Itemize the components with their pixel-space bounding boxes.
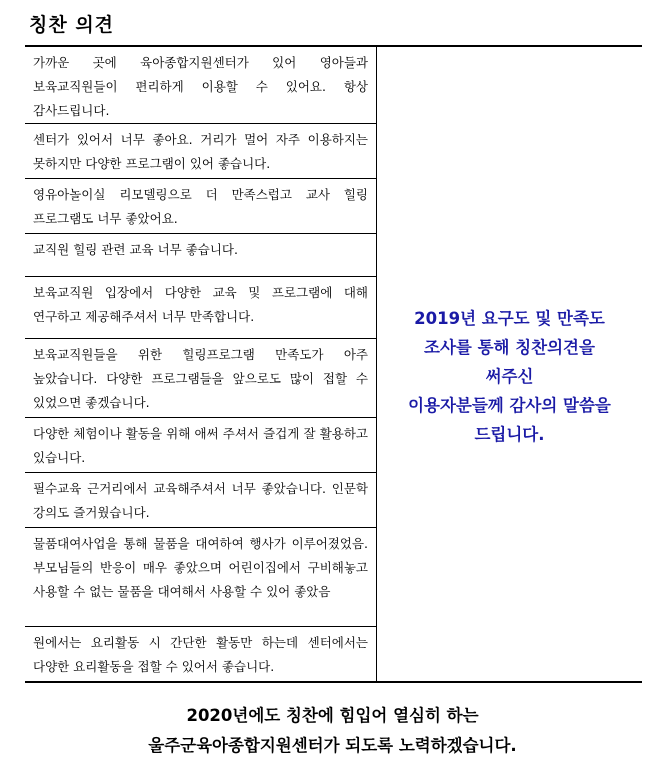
comment-text: 가까운 곳에 육아종합지원센터가 있어 영아들과 보육교직원들이 편리하게 이용할 수 있어요. 항상 감사드립니다. (33, 55, 368, 118)
comment-cell (25, 418, 377, 473)
comment-text: 교직원 힐링 관련 교육 너무 좋습니다. (33, 242, 238, 257)
comment-text: 원에서는 요리활동 시 간단한 활동만 하는데 센터에서는 다양한 요리활동을 접할 수 있어서 좋습니다. (33, 635, 368, 674)
comment-text: 다양한 체험이나 활동을 위해 애써 주셔서 즐겁게 잘 활용하고 있습니다. (33, 426, 368, 465)
thanks-line: 써주신 (485, 366, 534, 386)
section-heading: 칭찬 의견 (29, 14, 115, 36)
thanks-cell (377, 46, 643, 682)
comment-text: 보육교직원 입장에서 다양한 교육 및 프로그램에 대해 연구하고 제공해주셔서 너무 만족합니다. (33, 285, 368, 324)
comment-cell (25, 277, 377, 339)
comment-cell (25, 528, 377, 627)
comment-cell (25, 627, 377, 683)
thanks-line: 2019년 요구도 및 만족도 (414, 308, 605, 328)
table-row (25, 46, 642, 124)
comment-text: 영유아놀이실 리모델링으로 더 만족스럽고 교사 힐링 프로그램도 너무 좋았어요. (33, 187, 368, 226)
praise-table (25, 45, 642, 683)
comment-text: 센터가 있어서 너무 좋아요. 거리가 멀어 자주 이용하지는 못하지만 다양한 프로그램이 있어 좋습니다. (33, 132, 368, 171)
closing-message (0, 701, 665, 761)
thanks-line: 드립니다. (474, 424, 545, 444)
comment-cell (25, 124, 377, 179)
closing-line: 울주군육아종합지원센터가 되도록 노력하겠습니다. (148, 736, 517, 755)
comment-cell (25, 339, 377, 418)
thanks-line: 조사를 통해 칭찬의견을 (424, 337, 595, 357)
comment-text: 물품대여사업을 통해 물품을 대여하여 행사가 이루어졌었음. 부모님들의 반응이 매우 좋았으며 어린이집에서 구비해놓고 사용할 수 없는 물품을 대여해서 사용할 수 있어 좋았음 (33, 536, 368, 599)
thanks-message (377, 280, 642, 449)
comment-cell (25, 46, 377, 124)
thanks-line: 이용자분들께 감사의 말씀을 (408, 395, 611, 415)
comment-text: 필수교육 근거리에서 교육해주셔서 너무 좋았습니다. 인문학 강의도 즐거웠습니다. (33, 481, 368, 520)
comment-cell (25, 179, 377, 234)
closing-line: 2020년에도 칭찬에 힘입어 열심히 하는 (186, 706, 479, 725)
comment-cell (25, 234, 377, 277)
comment-cell (25, 473, 377, 528)
comment-text: 보육교직원들을 위한 힐링프로그램 만족도가 아주 높았습니다. 다양한 프로그램들을 앞으로도 많이 접할 수 있었으면 좋겠습니다. (33, 347, 368, 410)
